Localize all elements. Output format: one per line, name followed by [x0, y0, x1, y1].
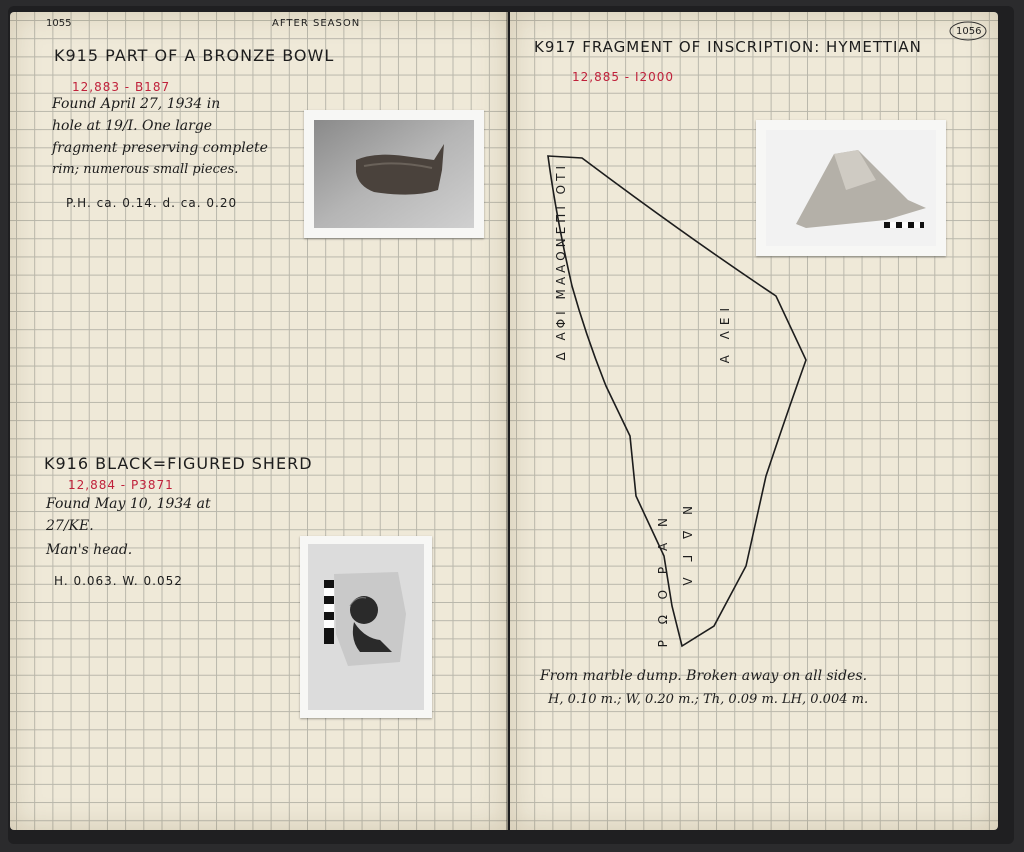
bronze-bowl-photo: [304, 110, 484, 238]
entry-k916-note-line: Found May 10, 1934 at: [46, 496, 211, 512]
sherd-image: [308, 544, 424, 710]
entry-k916-dimensions: H. 0.063. W. 0.052: [54, 574, 183, 588]
entry-k915-note-line: Found April 27, 1934 in: [52, 96, 221, 112]
inscription-column: Α ΛΕΙ: [718, 302, 732, 364]
entry-k915-note-line: rim; numerous small pieces.: [52, 162, 239, 177]
page-number-left: 1055: [46, 18, 72, 29]
page-number-circle-icon: [948, 20, 988, 42]
page-number-right: 1056: [956, 26, 982, 37]
entry-k917-title: K917 FRAGMENT OF INSCRIPTION: HYMETTIAN: [534, 38, 922, 56]
entry-k917-note-line: From marble dump. Broken away on all sides.: [540, 668, 868, 684]
entry-k915-note-line: hole at 19/I. One large: [52, 118, 213, 134]
right-page: [510, 12, 998, 830]
entry-k915-title: K915 PART OF A BRONZE BOWL: [54, 46, 335, 65]
entry-k916-title: K916 BLACK=FIGURED SHERD: [44, 454, 313, 473]
inscription-column: Ν Δ Γ Λ: [680, 506, 694, 592]
entry-k915-inventory: 12,883 - B187: [72, 80, 171, 94]
page-header: AFTER SEASON: [272, 18, 361, 29]
entry-k915-note-line: fragment preserving complete: [52, 140, 268, 156]
entry-k917-note-line: H, 0.10 m.; W, 0.20 m.; Th, 0.09 m. LH, 0.004 m.: [548, 692, 869, 707]
entry-k916-inventory: 12,884 - P3871: [68, 478, 174, 492]
entry-k917-inventory: 12,885 - I2000: [572, 70, 675, 84]
inscription-column: Δ ΑΦΙ ΜΑΑΟΝΕΠΙ ΟΤΙ: [554, 162, 568, 361]
entry-k916-note-line: 27/KE.: [46, 518, 94, 534]
left-page: [10, 12, 508, 830]
bronze-bowl-image: [314, 120, 474, 228]
entry-k916-note-line: Man's head.: [46, 542, 133, 558]
inscription-column: Ρ Ω Ο Ρ Α Ν: [656, 512, 670, 648]
entry-k915-dimensions: P.H. ca. 0.14. d. ca. 0.20: [66, 196, 238, 210]
sherd-photo: [300, 536, 432, 718]
